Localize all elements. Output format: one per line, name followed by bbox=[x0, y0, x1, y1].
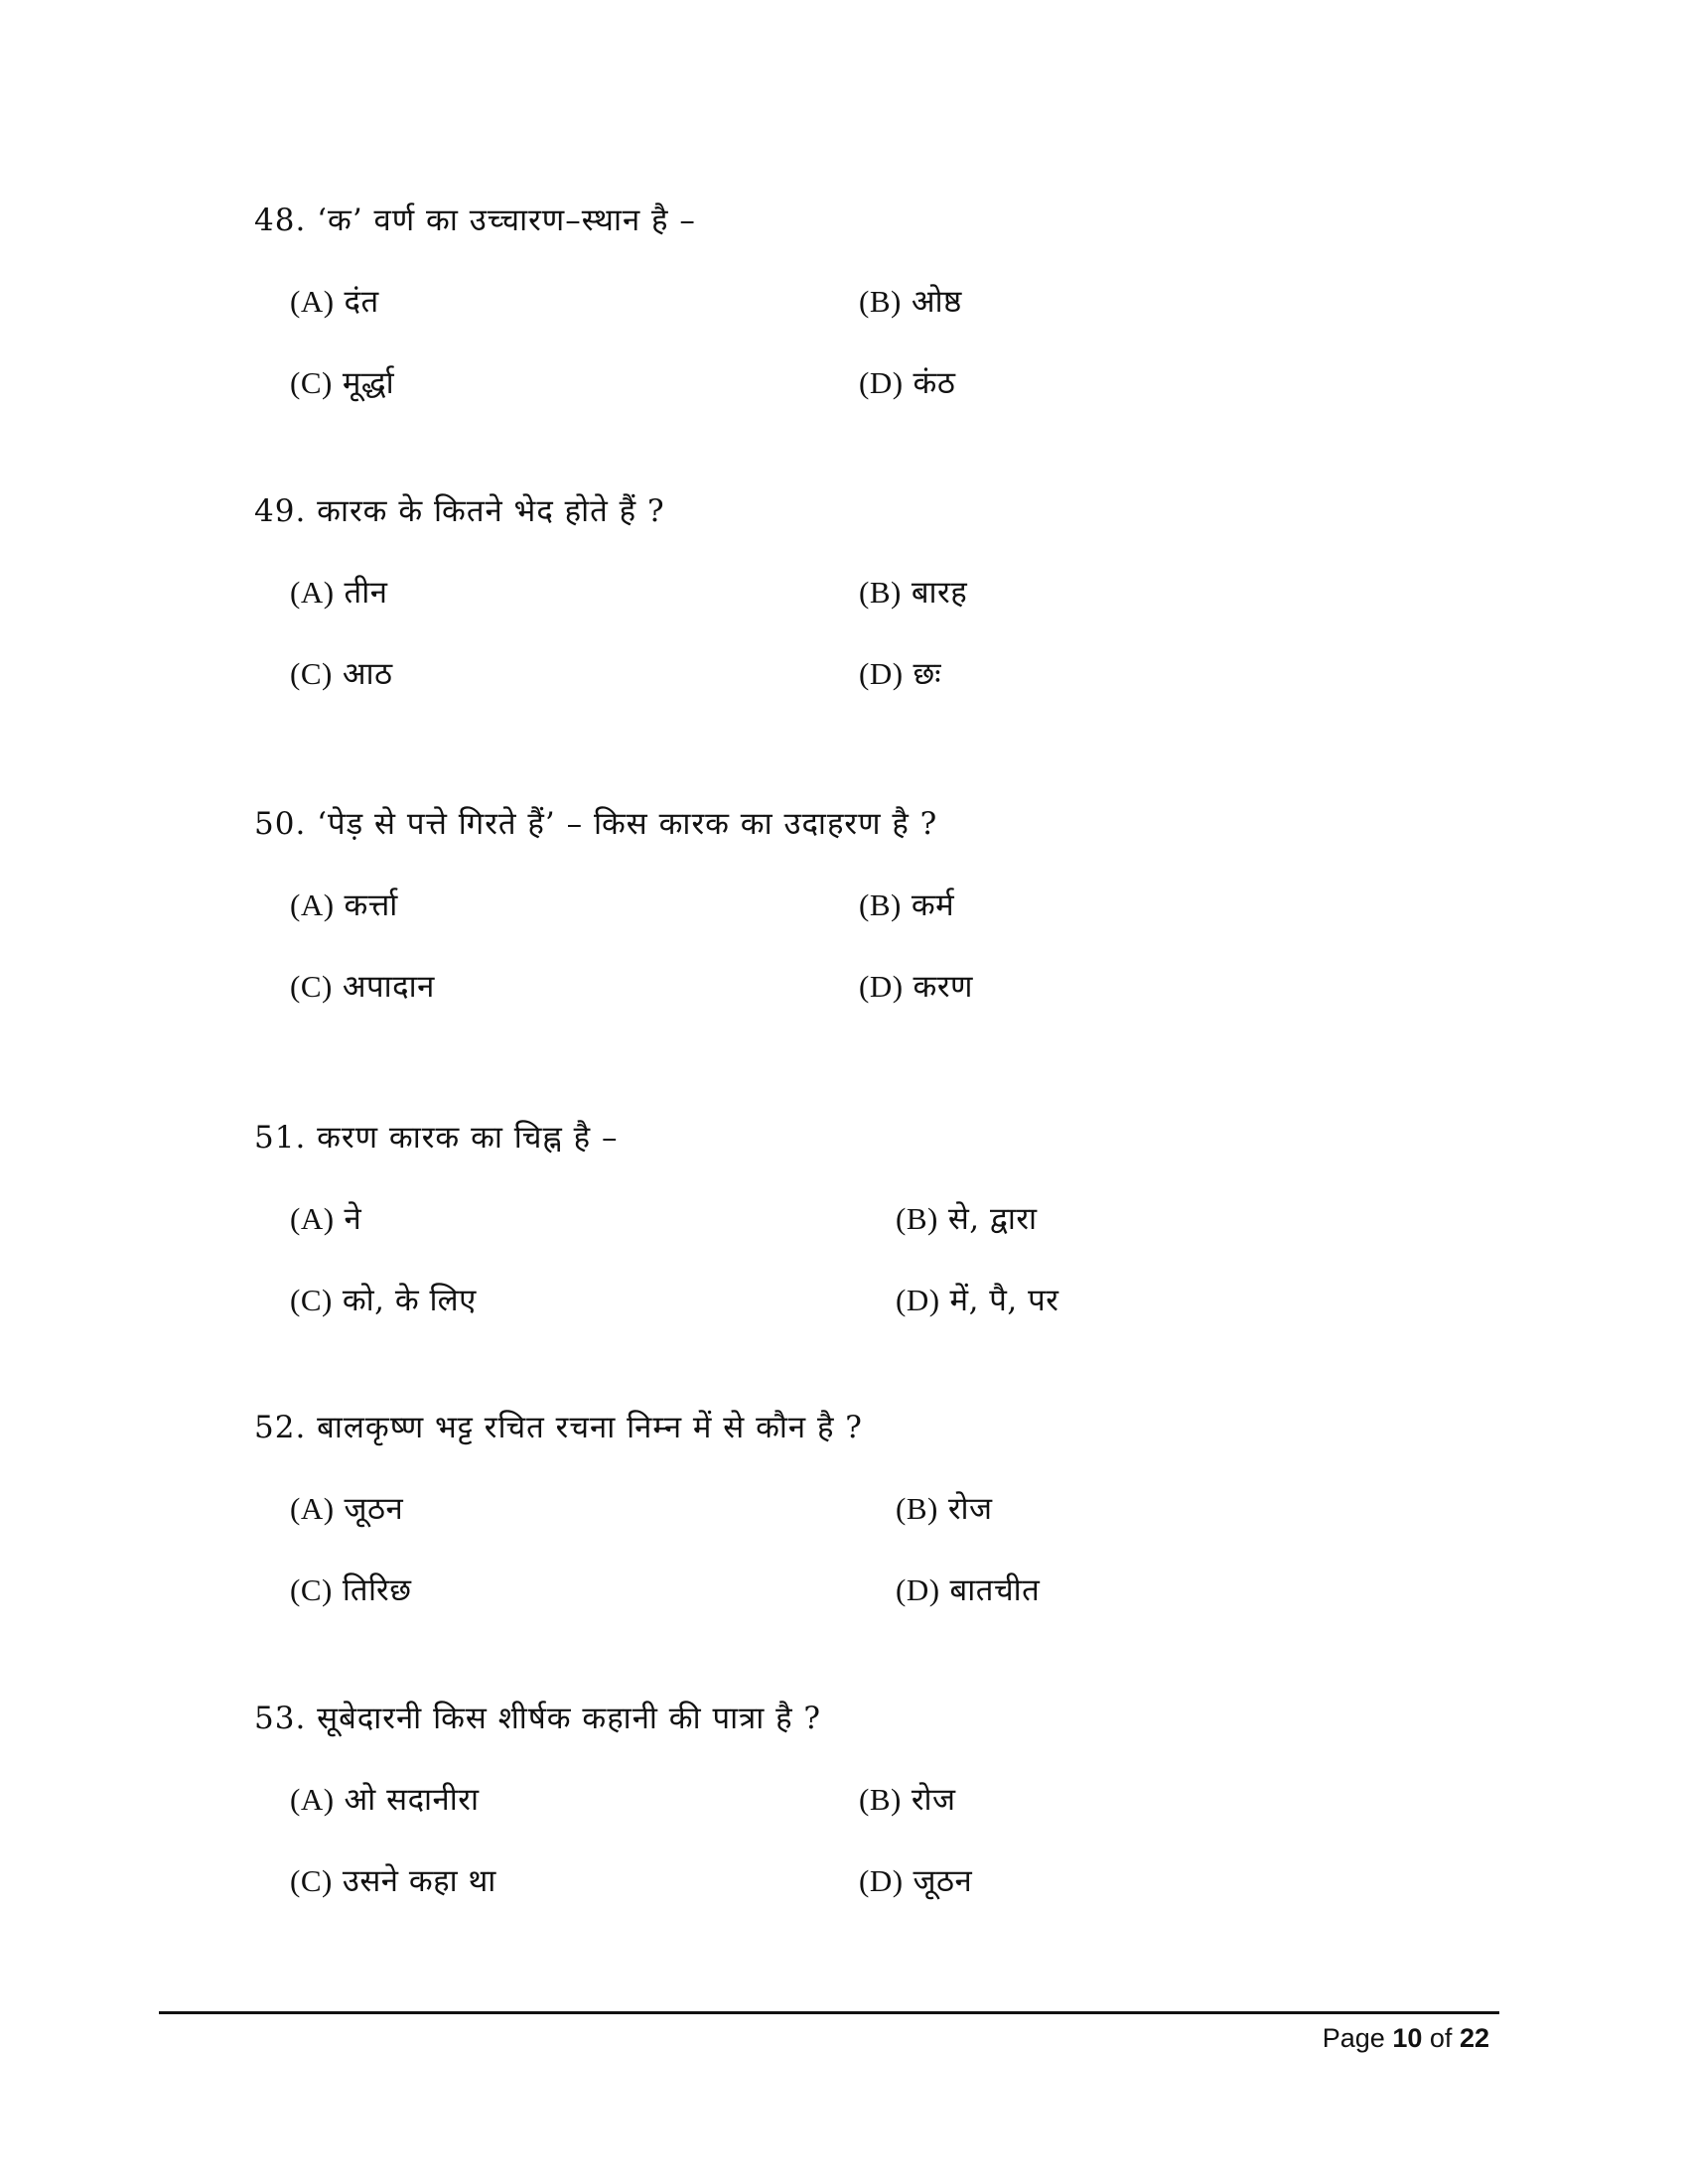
total-pages: 22 bbox=[1459, 2023, 1489, 2053]
of-word: of bbox=[1429, 2023, 1453, 2053]
option-b bbox=[859, 884, 954, 925]
option-b bbox=[896, 1487, 993, 1529]
option-text: तिरिछ bbox=[342, 1572, 412, 1608]
question-text: 51. करण कारक का चिह्न है – bbox=[254, 1120, 619, 1156]
page-word: Page bbox=[1322, 2023, 1385, 2053]
option-text: बारह bbox=[911, 575, 968, 611]
question-text: 48. ‘क’ वर्ण का उच्चारण–स्थान है – bbox=[254, 203, 696, 238]
option-c bbox=[290, 1859, 496, 1901]
option-label: (C) bbox=[290, 1863, 333, 1898]
option-text: जूठन bbox=[913, 1863, 973, 1899]
option-d bbox=[896, 1279, 1058, 1320]
option-a bbox=[290, 1778, 480, 1820]
option-label: (D) bbox=[859, 969, 904, 1004]
option-label: (B) bbox=[896, 1201, 938, 1236]
option-d bbox=[859, 1859, 972, 1901]
option-text: से, द्वारा bbox=[947, 1201, 1038, 1237]
option-text: तीन bbox=[344, 575, 388, 611]
page-number-footer bbox=[1323, 2023, 1489, 2054]
option-text: ओ सदानीरा bbox=[344, 1782, 480, 1818]
option-a bbox=[290, 884, 398, 925]
option-b bbox=[859, 280, 962, 322]
option-text: करण bbox=[913, 969, 973, 1005]
option-c bbox=[290, 1569, 411, 1610]
option-label: (A) bbox=[290, 1201, 335, 1236]
option-label: (D) bbox=[859, 656, 904, 691]
current-page-number: 10 bbox=[1392, 2023, 1423, 2053]
option-label: (C) bbox=[290, 1283, 333, 1317]
option-text: को, के लिए bbox=[342, 1283, 477, 1318]
option-d bbox=[859, 652, 941, 694]
question-text: 53. सूबेदारनी किस शीर्षक कहानी की पात्रा है ? bbox=[254, 1701, 822, 1736]
option-d bbox=[896, 1569, 1040, 1610]
option-label: (A) bbox=[290, 1491, 335, 1526]
option-a bbox=[290, 571, 387, 613]
option-label: (C) bbox=[290, 1572, 333, 1607]
option-a bbox=[290, 1197, 361, 1239]
option-label: (B) bbox=[896, 1491, 938, 1526]
option-label: (B) bbox=[859, 887, 902, 922]
option-c bbox=[290, 652, 393, 694]
option-label: (C) bbox=[290, 656, 333, 691]
option-text: उसने कहा था bbox=[342, 1863, 496, 1899]
option-text: अपादान bbox=[342, 969, 435, 1005]
question-text: 50. ‘पेड़ से पत्ते गिरते हैं’ – किस कारक का उदाहरण है ? bbox=[254, 806, 938, 842]
option-b bbox=[896, 1197, 1038, 1239]
option-text: में, पै, पर bbox=[949, 1283, 1059, 1318]
footer-divider bbox=[159, 2011, 1499, 2014]
option-d bbox=[859, 361, 955, 403]
question-text: 52. बालकृष्ण भट्ट रचित रचना निम्न में से कौन है ? bbox=[254, 1410, 863, 1445]
option-c bbox=[290, 361, 394, 403]
option-label: (A) bbox=[290, 887, 335, 922]
option-label: (C) bbox=[290, 365, 333, 400]
option-label: (D) bbox=[896, 1283, 940, 1317]
option-label: (D) bbox=[896, 1572, 940, 1607]
option-label: (D) bbox=[859, 1863, 904, 1898]
option-text: बातचीत bbox=[949, 1572, 1041, 1608]
option-label: (D) bbox=[859, 365, 904, 400]
option-d bbox=[859, 965, 973, 1007]
option-text: दंत bbox=[344, 284, 379, 320]
option-text: ओष्ठ bbox=[911, 284, 962, 320]
option-a bbox=[290, 1487, 403, 1529]
option-label: (B) bbox=[859, 1782, 902, 1817]
option-label: (C) bbox=[290, 969, 333, 1004]
option-text: आठ bbox=[342, 656, 393, 692]
option-text: कंठ bbox=[913, 365, 956, 401]
option-text: कर्त्ता bbox=[344, 887, 398, 923]
option-text: छः bbox=[913, 656, 942, 692]
option-a bbox=[290, 280, 379, 322]
option-c bbox=[290, 965, 435, 1007]
option-text: रोज bbox=[947, 1491, 993, 1527]
option-c bbox=[290, 1279, 477, 1320]
option-text: कर्म bbox=[911, 887, 955, 923]
option-b bbox=[859, 571, 967, 613]
option-label: (A) bbox=[290, 575, 335, 610]
option-b bbox=[859, 1778, 956, 1820]
question-text: 49. कारक के कितने भेद होते हैं ? bbox=[254, 493, 665, 529]
option-text: जूठन bbox=[344, 1491, 404, 1527]
option-label: (B) bbox=[859, 284, 902, 319]
option-label: (A) bbox=[290, 1782, 335, 1817]
option-label: (A) bbox=[290, 284, 335, 319]
option-text: रोज bbox=[911, 1782, 956, 1818]
option-label: (B) bbox=[859, 575, 902, 610]
option-text: मूर्द्धा bbox=[342, 365, 395, 401]
option-text: ने bbox=[344, 1201, 362, 1237]
